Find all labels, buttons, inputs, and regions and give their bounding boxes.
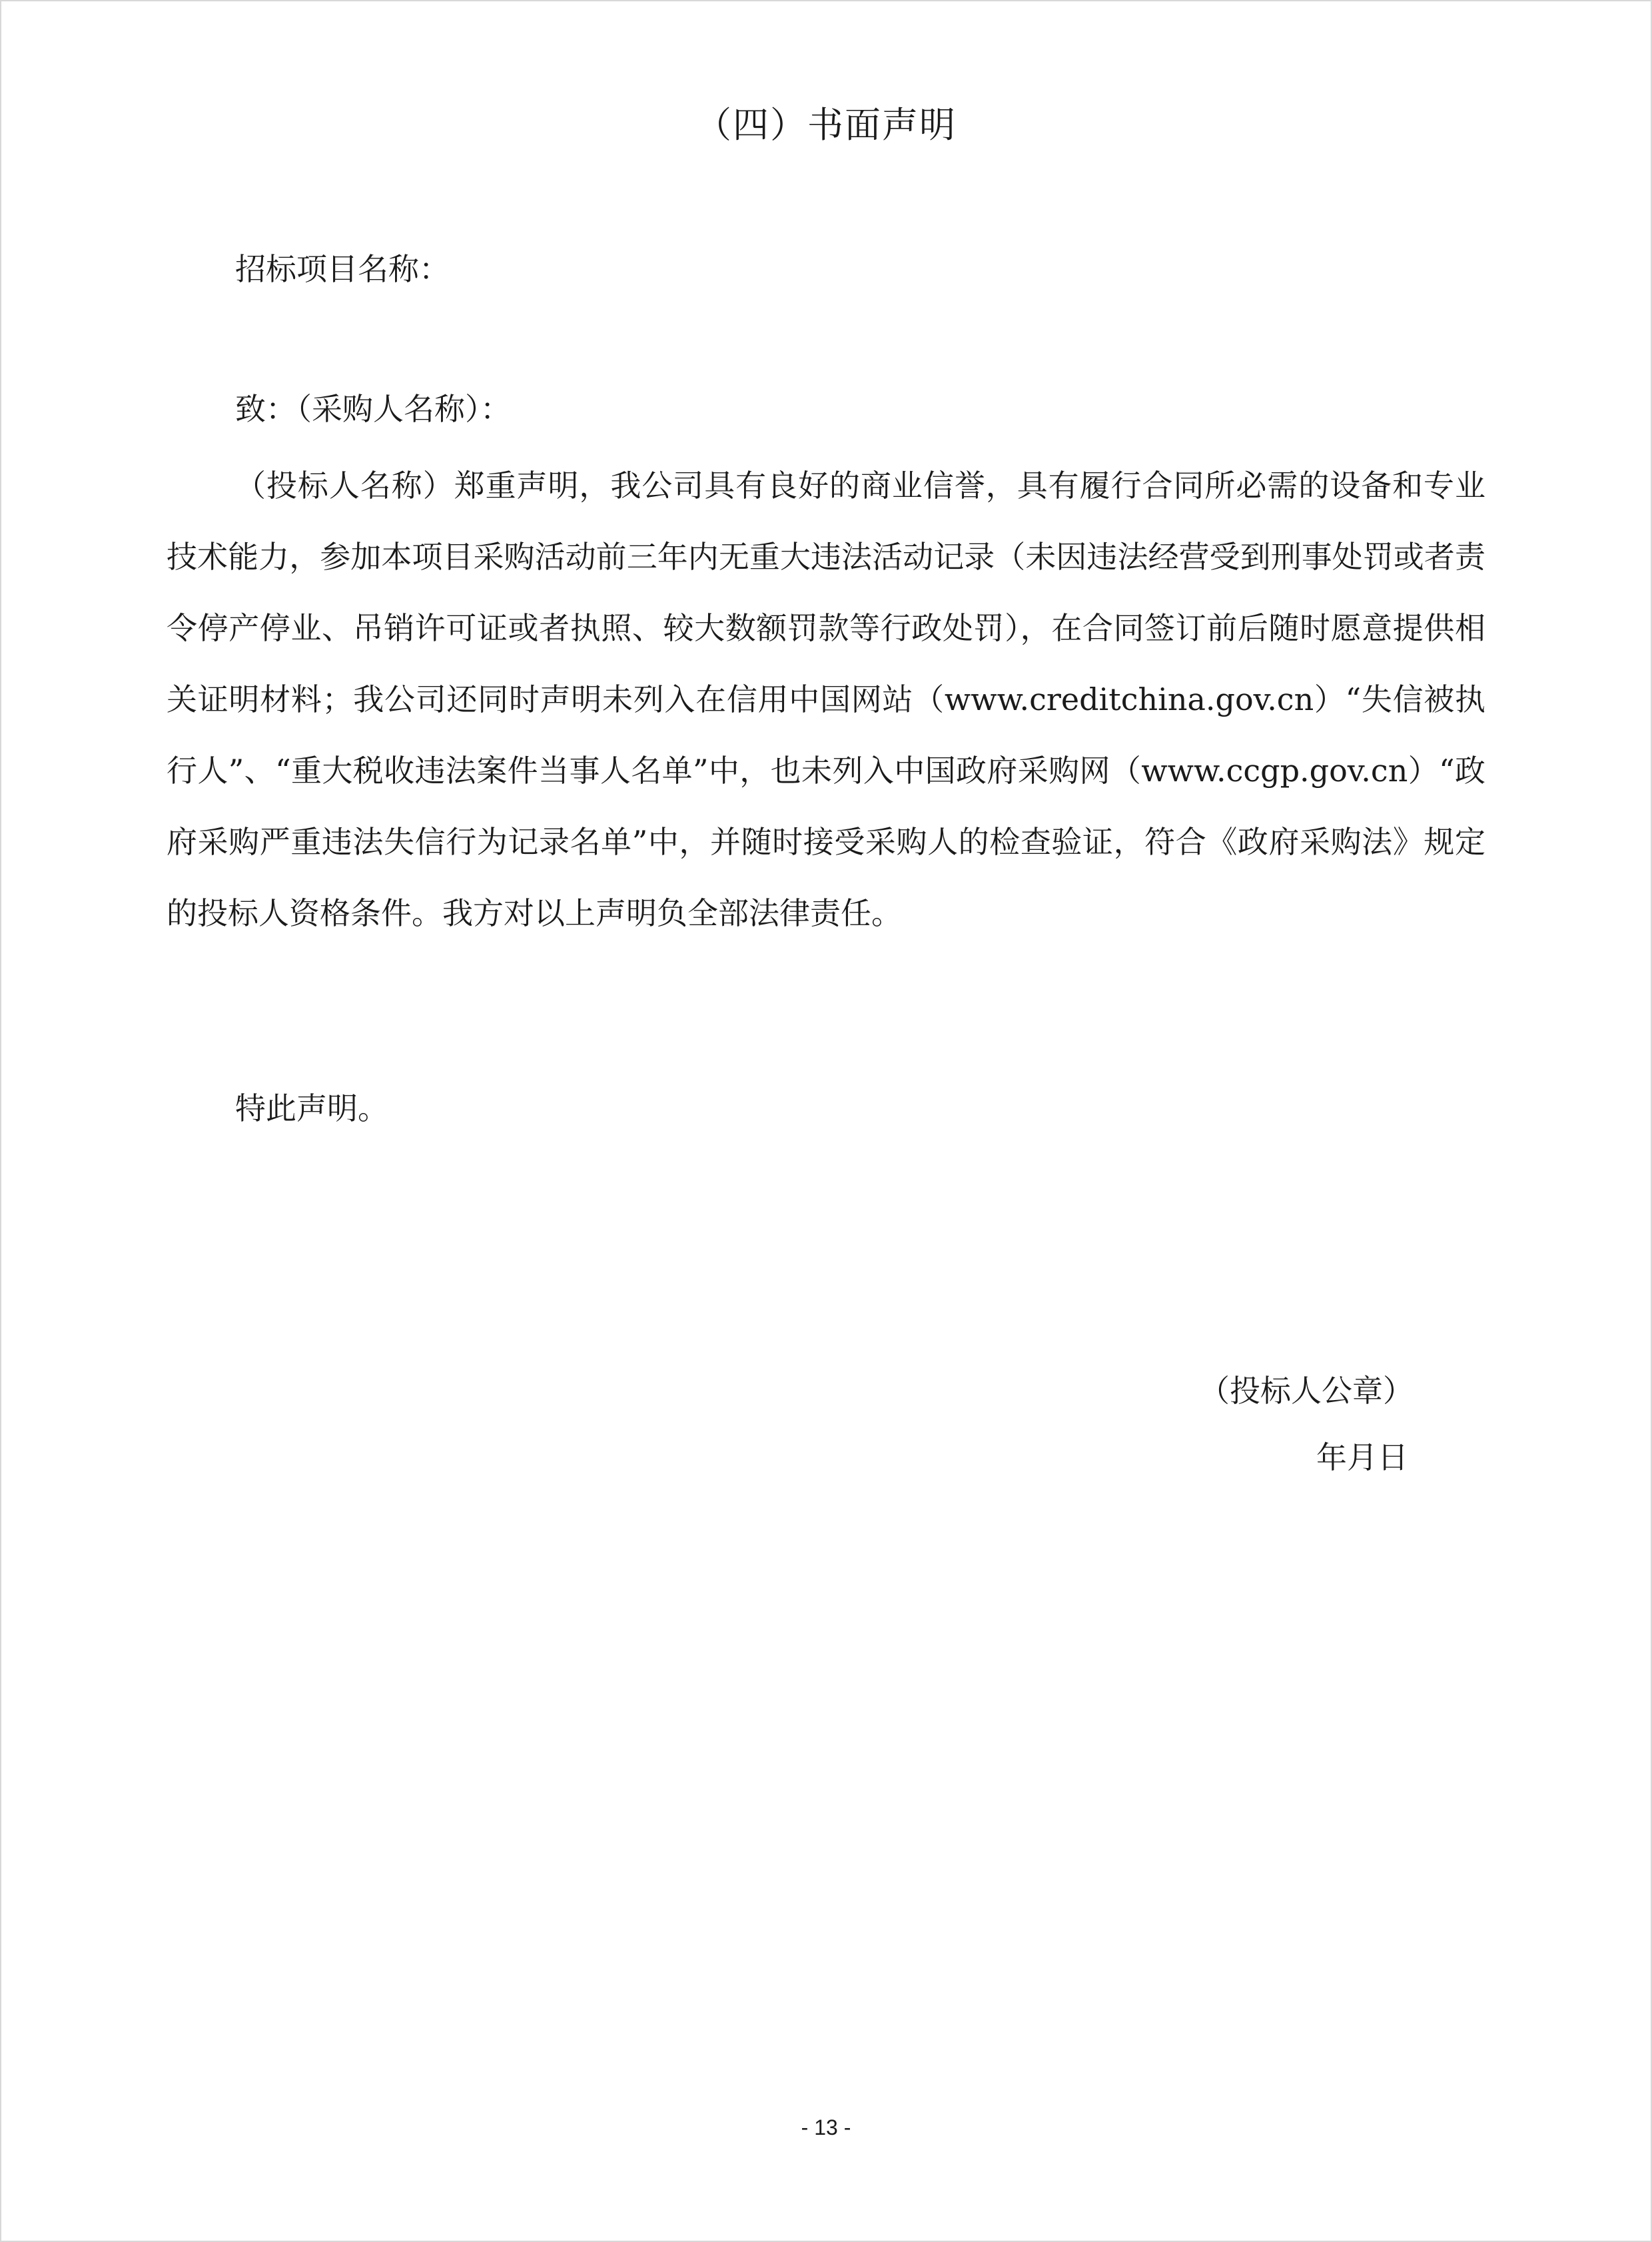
addressee-line: 致：（采购人名称）：: [235, 391, 511, 427]
date-label: 年月日: [1316, 1439, 1408, 1475]
project-name-label: 招标项目名称：: [235, 251, 450, 287]
declaration-body: （投标人名称）郑重声明，我公司具有良好的商业信誉，具有履行合同所必需的设备和专业技术能力，参加本项目采购活动前三年内无重大违法活动记录（未因违法经营受到刑事处罚或者责令停产停业、吊销许可证或者执照、较大数额罚款等行政处罚），在合同签订前后随时愿意提供相关证明材料；我公司还同时声明未列入在信用中国网站（www.creditchina.gov.cn）“失信被执行人”、“重大税收违法案件当事人名单”中，也未列入中国政府采购网（www.ccgp.gov.cn）“政府采购严重违法失信行为记录名单”中，并随时接受采购人的检查验证，符合《政府采购法》规定的投标人资格条件。我方对以上声明负全部法律责任。: [167, 468, 1485, 931]
page-number: - 13 -: [801, 2115, 851, 2139]
bidder-seal-label: （投标人公章）: [1199, 1373, 1414, 1409]
closing-statement: 特此声明。: [235, 1090, 388, 1126]
document-title: （四）书面声明: [695, 104, 957, 146]
